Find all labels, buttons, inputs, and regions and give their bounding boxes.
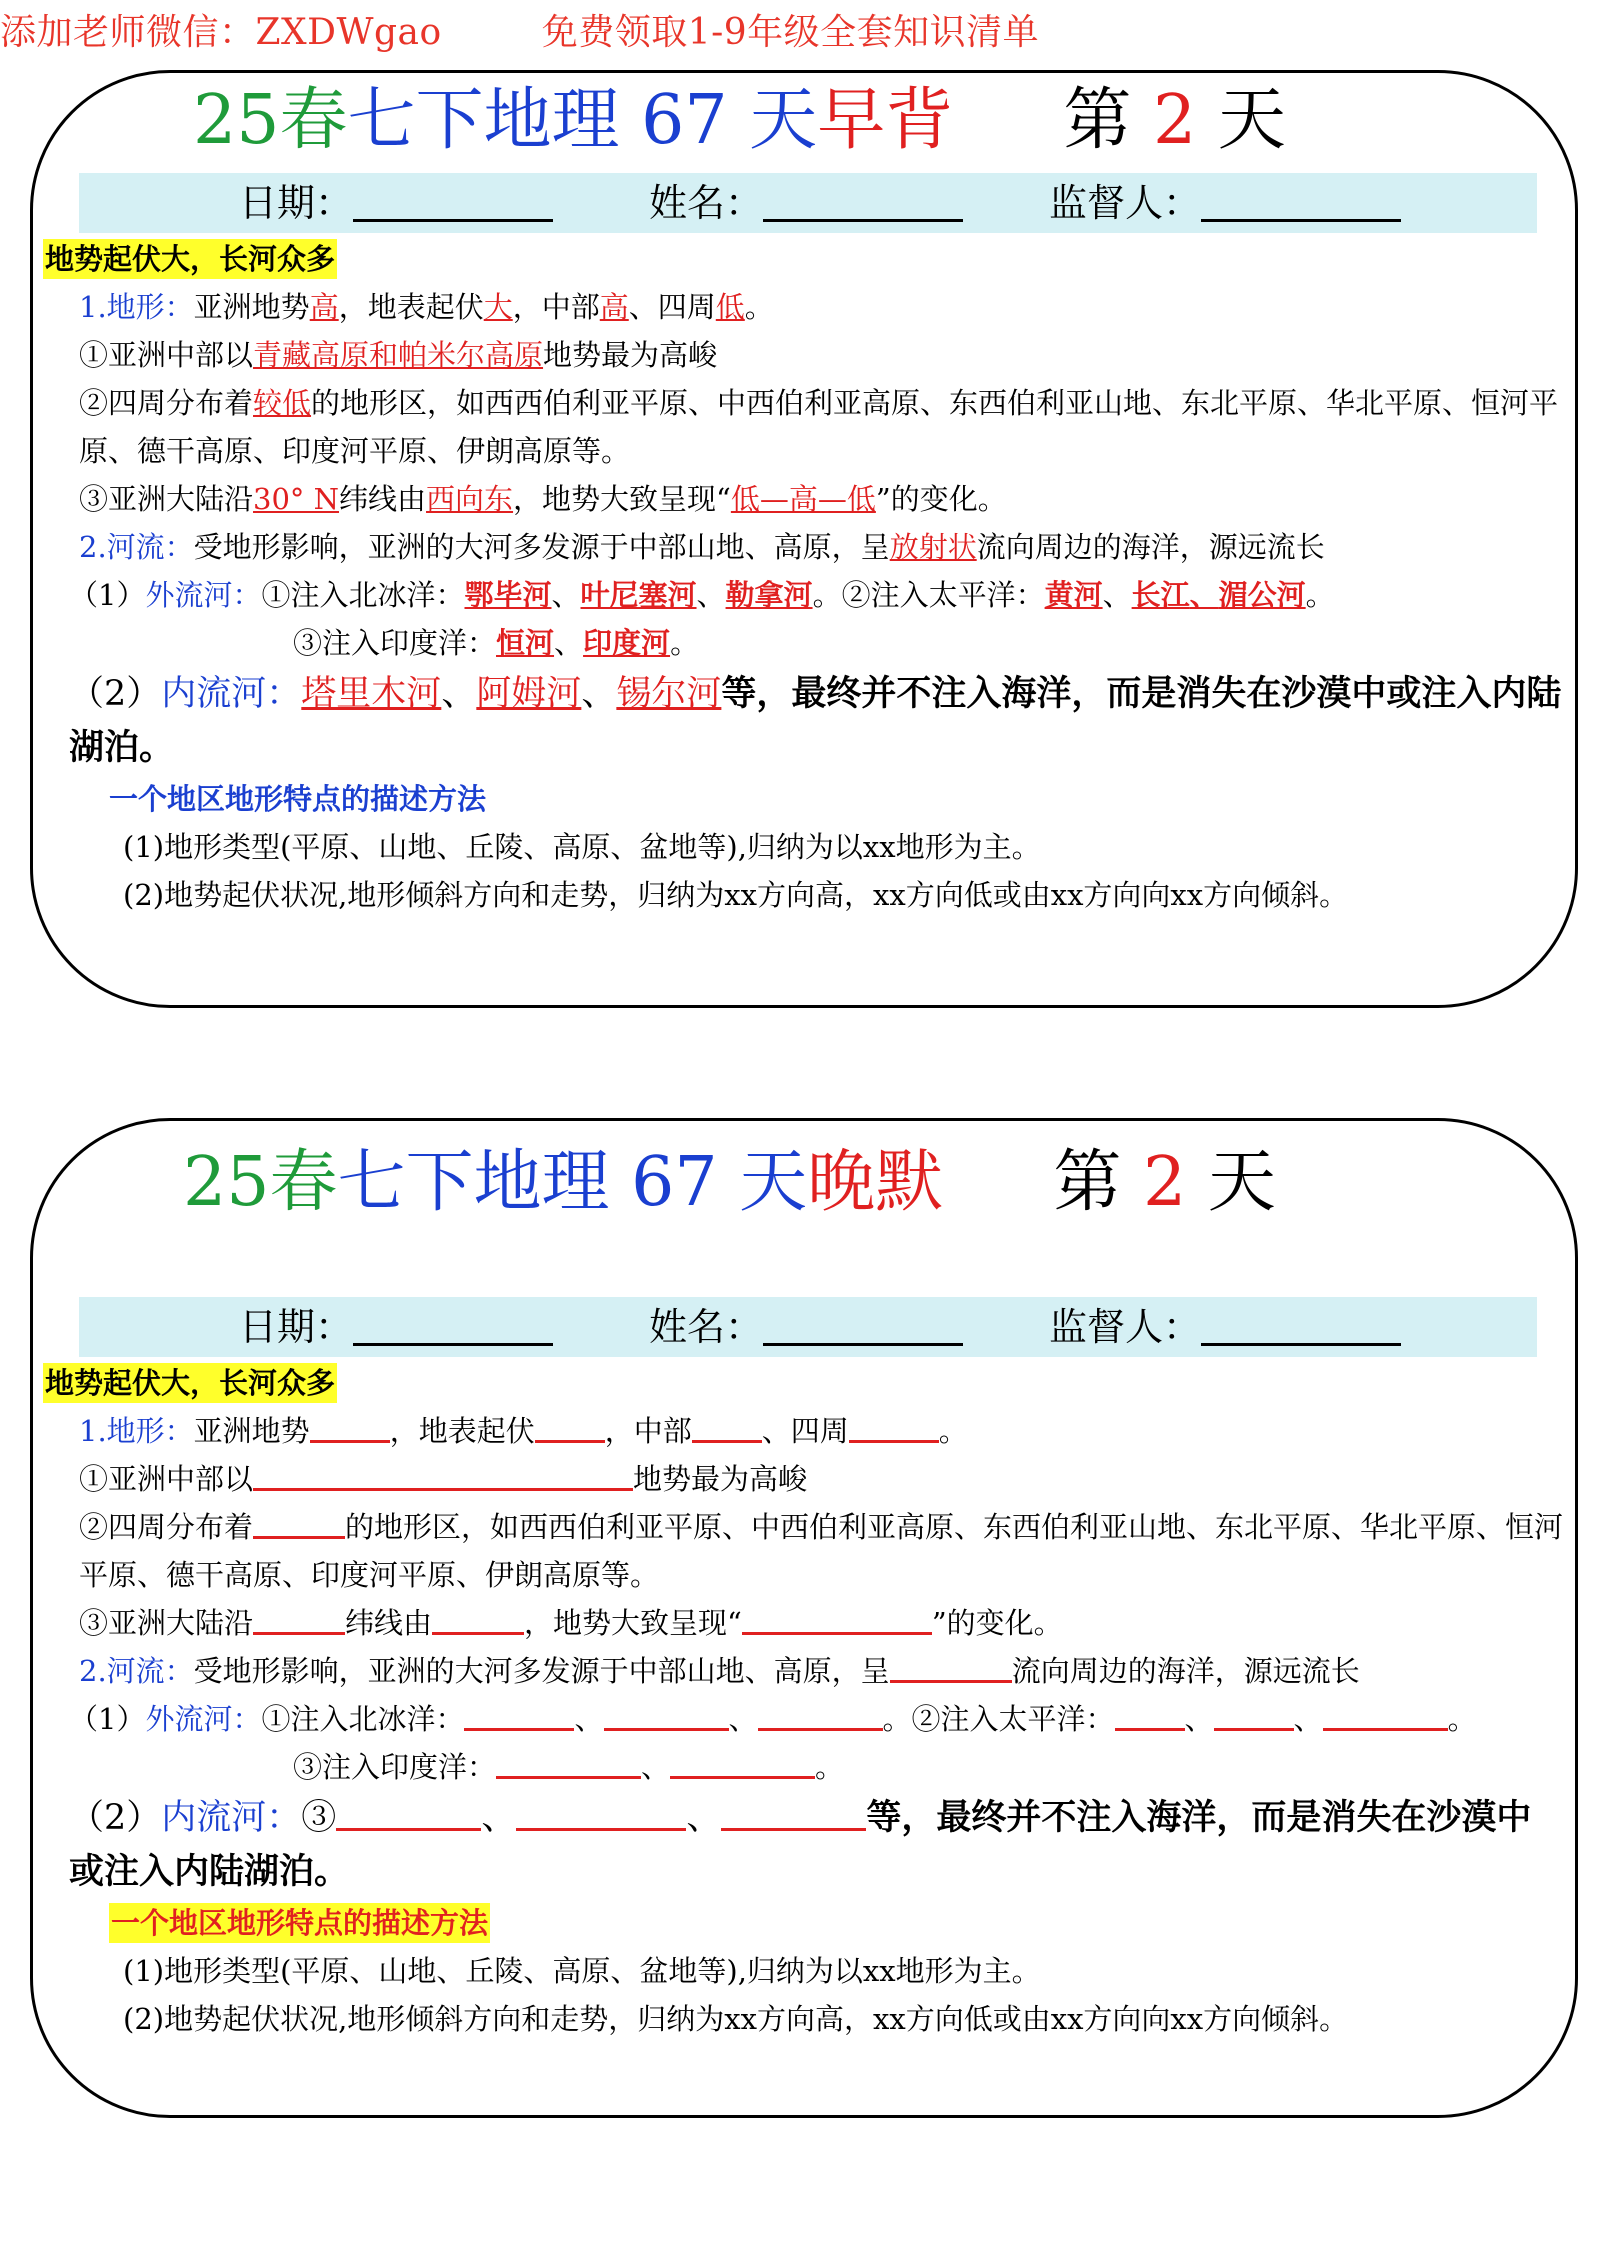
blank[interactable] — [758, 1700, 883, 1731]
banner-contact: 添加老师微信：ZXDWgao — [0, 12, 442, 53]
blank[interactable] — [1115, 1700, 1185, 1731]
card-body — [43, 1359, 1565, 2043]
indian-ocean-line: ③注入印度洋： 、 。 — [293, 1750, 845, 1784]
lowland-line: ②四周分布着较低的地形区，如西西伯利亚平原、中西伯利亚高原、东西伯利亚山地、东北平原、华北平原、恒河平原、德干高原、印度河平原、伊朗高原等。 — [79, 386, 1559, 468]
form-bar — [79, 173, 1537, 233]
blank[interactable] — [253, 1604, 345, 1635]
blank[interactable] — [849, 1412, 939, 1443]
blank[interactable] — [535, 1412, 605, 1443]
blank[interactable] — [253, 1460, 633, 1491]
inflow-line: （2）内流河：③ 、 、 等，最终并不注入海洋，而是消失在沙漠中或注入内陆湖泊。 — [69, 1797, 1532, 1892]
blank[interactable] — [1214, 1700, 1294, 1731]
lowland-line: ②四周分布着 的地形区，如西西伯利亚平原、中西伯利亚高原、东西伯利亚山地、东北平原、华北平原、恒河平原、德干高原、印度河平原、伊朗高原等。 — [79, 1510, 1564, 1592]
title-day-post: 天 — [1207, 1143, 1276, 1222]
date-field[interactable]: 日期： — [239, 173, 553, 233]
method-item-1: (1)地形类型(平原、山地、丘陵、高原、盆地等),归纳为以xx地形为主。 — [123, 1954, 1041, 1988]
blank[interactable] — [496, 1748, 641, 1779]
title-session: 晚默 — [807, 1143, 944, 1222]
title-session: 早背 — [817, 81, 954, 160]
blank[interactable] — [670, 1748, 815, 1779]
method-heading: 一个地区地形特点的描述方法 — [109, 782, 487, 816]
banner-offer: 免费领取1-9年级全套知识清单 — [541, 12, 1040, 53]
method-item-2: (2)地势起伏状况,地形倾斜方向和走势，归纳为xx方向高，xx方向低或由xx方向向xx方向倾斜。 — [123, 2002, 1349, 2036]
name-field[interactable]: 姓名： — [649, 173, 963, 233]
indian-ocean-line: ③注入印度洋：恒河、印度河。 — [293, 626, 700, 660]
blank[interactable] — [253, 1508, 345, 1539]
method-item-2: (2)地势起伏状况,地形倾斜方向和走势，归纳为xx方向高，xx方向低或由xx方向向xx方向倾斜。 — [123, 878, 1349, 912]
title-day-pre: 第 — [1053, 1143, 1122, 1222]
terrain-line: 1.地形：亚洲地势 ，地表起伏 ，中部 、四周 。 — [79, 1414, 968, 1448]
rivers-line: 2.河流：受地形影响，亚洲的大河多发源于中部山地、高原，呈放射状流向周边的海洋，源远流长 — [79, 530, 1325, 564]
title-day-post: 天 — [1217, 81, 1286, 160]
blank[interactable] — [1323, 1700, 1448, 1731]
blank[interactable] — [890, 1652, 1012, 1683]
blank[interactable] — [464, 1700, 574, 1731]
blank[interactable] — [721, 1800, 866, 1831]
evening-card — [30, 1118, 1578, 2118]
form-bar — [79, 1297, 1537, 1357]
title-season: 25春 — [193, 81, 348, 160]
section-heading: 地势起伏大，长河众多 — [43, 239, 337, 279]
morning-card — [30, 70, 1578, 1008]
title-day-num: 2 — [1152, 81, 1197, 160]
method-heading: 一个地区地形特点的描述方法 — [109, 1903, 490, 1943]
blank[interactable] — [604, 1700, 729, 1731]
outflow-line: （1）外流河：①注入北冰洋： 、 、 。②注入太平洋： 、 、 。 — [69, 1702, 1477, 1736]
blank[interactable] — [516, 1800, 686, 1831]
section-heading: 地势起伏大，长河众多 — [43, 1363, 337, 1403]
card-body — [43, 235, 1565, 919]
title-course: 七下地理 67 天 — [347, 81, 818, 160]
supervisor-field[interactable]: 监督人： — [1049, 1297, 1401, 1357]
supervisor-field[interactable]: 监督人： — [1049, 173, 1401, 233]
date-field[interactable]: 日期： — [239, 1297, 553, 1357]
rivers-line: 2.河流：受地形影响，亚洲的大河多发源于中部山地、高原，呈 流向周边的海洋，源远流长 — [79, 1654, 1360, 1688]
inflow-line: （2）内流河：塔里木河、阿姆河、锡尔河等，最终并不注入海洋，而是消失在沙漠中或注入内陆湖泊。 — [69, 673, 1562, 768]
latitude-line: ③亚洲大陆沿30° N纬线由西向东，地势大致呈现“低—高—低”的变化。 — [79, 482, 1007, 516]
promo-banner — [0, 4, 1039, 55]
title-season: 25春 — [183, 1143, 338, 1222]
name-field[interactable]: 姓名： — [649, 1297, 963, 1357]
title-day-num: 2 — [1142, 1143, 1187, 1222]
title-course: 七下地理 67 天 — [337, 1143, 808, 1222]
blank[interactable] — [692, 1412, 762, 1443]
outflow-line: （1）外流河：①注入北冰洋：鄂毕河、叶尼塞河、勒拿河。②注入太平洋：黄河、长江、湄公河。 — [69, 578, 1335, 612]
plateau-line: ①亚洲中部以青藏高原和帕米尔高原地势最为高峻 — [79, 338, 718, 372]
card-title — [193, 75, 1286, 167]
blank[interactable] — [742, 1604, 932, 1635]
blank[interactable] — [432, 1604, 524, 1635]
card-title — [183, 1137, 1276, 1229]
method-item-1: (1)地形类型(平原、山地、丘陵、高原、盆地等),归纳为以xx地形为主。 — [123, 830, 1041, 864]
terrain-line: 1.地形：亚洲地势高，地表起伏大，中部高、四周低。 — [79, 290, 774, 324]
blank[interactable] — [310, 1412, 390, 1443]
plateau-line: ①亚洲中部以 地势最为高峻 — [79, 1462, 808, 1496]
latitude-line: ③亚洲大陆沿 纬线由 ，地势大致呈现“ ”的变化。 — [79, 1606, 1063, 1640]
title-day-pre: 第 — [1063, 81, 1132, 160]
blank[interactable] — [336, 1800, 481, 1831]
